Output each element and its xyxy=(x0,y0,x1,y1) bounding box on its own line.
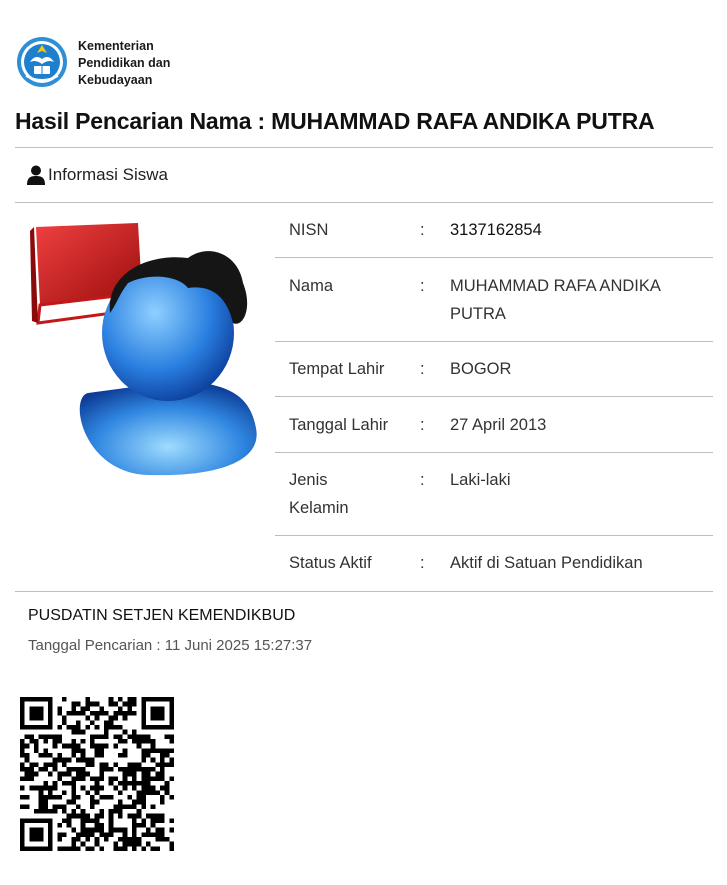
field-label: Tanggal Lahir xyxy=(289,416,389,434)
kemendikbud-logo-icon xyxy=(16,36,68,88)
field-separator: : xyxy=(420,221,425,239)
field-separator: : xyxy=(420,277,425,295)
field-value: Laki-laki xyxy=(450,471,511,489)
field-value: MUHAMMAD RAFA ANDIKA PUTRA xyxy=(450,277,660,323)
info-row-status-aktif xyxy=(275,536,713,592)
qr-finder-pattern xyxy=(151,706,165,720)
search-date: Tanggal Pencarian : 11 Juni 2025 15:27:37 xyxy=(28,637,313,654)
divider xyxy=(15,147,713,148)
field-value: Aktif di Satuan Pendidikan xyxy=(450,554,643,572)
qr-finder-pattern xyxy=(29,828,43,842)
org-name: Kementerian Pendidikan dan Kebudayaan xyxy=(78,39,171,87)
header xyxy=(16,34,316,90)
field-value: BOGOR xyxy=(450,360,512,378)
info-row-jenis-kelamin xyxy=(275,453,713,536)
page-title: Hasil Pencarian Nama : MUHAMMAD RAFA ANDIKA PUTRA xyxy=(15,108,655,134)
field-separator: : xyxy=(420,360,425,378)
user-icon xyxy=(27,165,45,185)
student-info-table xyxy=(275,203,713,592)
field-label: Nama xyxy=(289,277,334,295)
field-separator: : xyxy=(420,471,425,489)
info-row-tanggal-lahir xyxy=(275,397,713,453)
field-separator: : xyxy=(420,416,425,434)
field-label: Status Aktif xyxy=(289,554,372,572)
section-heading xyxy=(27,163,168,187)
field-label: Tempat Lahir xyxy=(289,360,385,378)
divider xyxy=(15,591,713,592)
field-separator: : xyxy=(420,554,425,572)
qr-code-icon xyxy=(20,697,174,851)
field-label: Jenis Kelamin xyxy=(289,471,349,517)
field-value: 27 April 2013 xyxy=(450,416,547,434)
info-row-tempat-lahir xyxy=(275,342,713,397)
section-label: Informasi Siswa xyxy=(48,165,168,184)
info-row-nama xyxy=(275,258,713,342)
info-row-nisn xyxy=(275,203,713,258)
field-value: 3137162854 xyxy=(450,221,542,239)
qr-finder-pattern xyxy=(29,706,43,720)
field-label: NISN xyxy=(289,221,329,239)
issuer-name: PUSDATIN SETJEN KEMENDIKBUD xyxy=(28,607,296,624)
student-avatar-icon xyxy=(28,213,264,489)
